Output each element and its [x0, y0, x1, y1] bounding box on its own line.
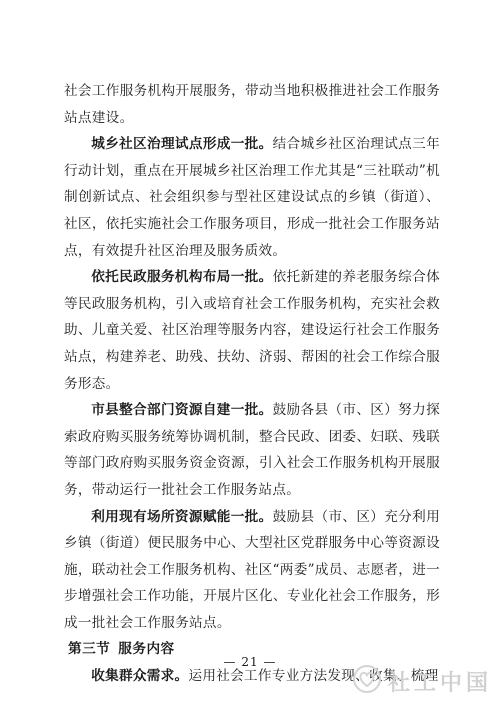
document-body: [64, 78, 440, 690]
section-title-text: 服务内容: [118, 641, 175, 658]
section-number: 第三节: [68, 641, 111, 658]
page-number: — 21 —: [223, 655, 277, 669]
paragraph-5: [64, 504, 440, 637]
paragraph-text: 鼓励各县（市、区）努力探索政府购买服务统筹协调机制，整合民政、团委、妇联、残联等部门政府购买服务资金资源，引入社会工作服务机构开展服务，带动运行一批社会工作服务站点。: [64, 402, 440, 498]
paragraph-lead: 利用现有场所资源赋能一批。: [91, 508, 273, 525]
paragraph-lead: 城乡社区治理试点形成一批。: [91, 136, 273, 153]
paragraph-1: 社会工作服务机构开展服务，带动当地积极推进社会工作服务站点建设。: [64, 83, 440, 126]
paragraph-2: [64, 131, 440, 264]
paragraph-text: 鼓励县（市、区）充分利用乡镇（街道）便民服务中心、大型社区党群服务中心等资源设施，联动社会工作服务机构、社区“两委”成员、志愿者，进一步增强社会工作功能，开展片区化、专业化社会工作服务，形成一批社会工作服务站点。: [64, 508, 440, 631]
paragraph-text: 运用社会工作专业方法发现、收集、梳理: [188, 668, 439, 685]
watermark-text: 社工中国: [388, 670, 493, 696]
paragraph-lead: 收集群众需求。: [91, 668, 189, 685]
paragraph-text: 结合城乡社区治理试点三年行动计划，重点在开展城乡社区治理工作尤其是“三社联动”机制创新试点、社会组织参与型社区建设试点的乡镇（街道）、社区，依托实施社会工作服务项目，形成一批社会工作服务站点，有效提升社区治理及服务质效。: [64, 136, 440, 259]
paragraph-lead: 市县整合部门资源自建一批。: [91, 402, 273, 419]
heart-hands-icon: [352, 664, 382, 698]
paragraph-4: [64, 397, 440, 503]
paragraph-text: 依托新建的养老服务综合体等民政服务机构，引入或培育社会工作服务机构，充实社会救助、儿童关爱、社区治理等服务内容，建设运行社会工作服务站点，构建养老、助残、扶幼、济弱、帮困的社会工作综合服务形态。: [64, 269, 440, 392]
watermark: [352, 666, 492, 696]
paragraph-3: [64, 264, 440, 397]
paragraph-lead: 依托民政服务机构布局一批。: [91, 269, 273, 286]
